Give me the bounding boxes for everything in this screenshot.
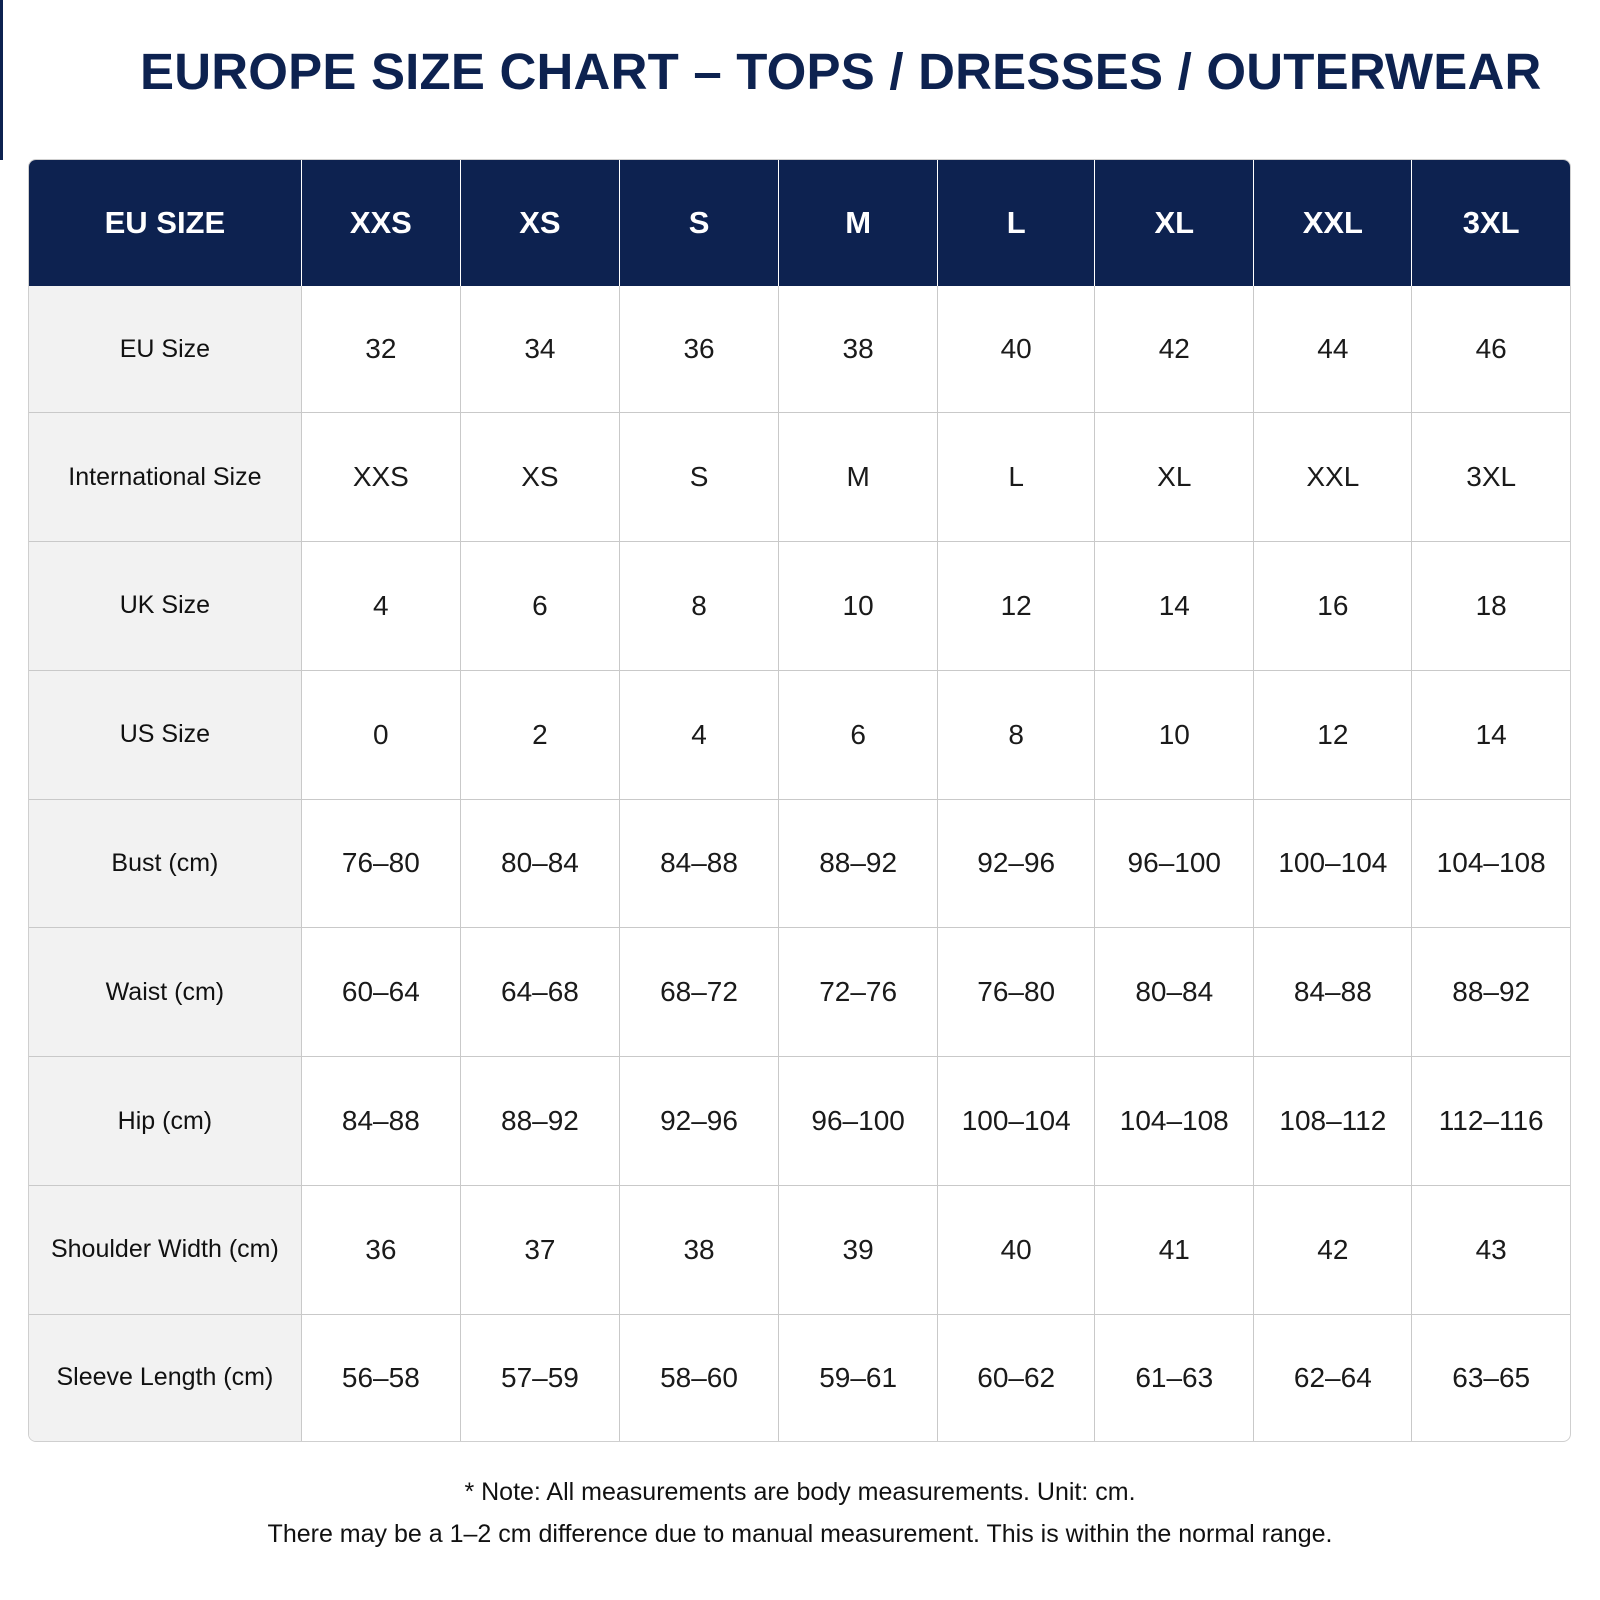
table-cell: 104–108 — [1095, 1057, 1254, 1186]
table-cell: 84–88 — [301, 1057, 460, 1186]
row-label: Hip (cm) — [29, 1057, 301, 1186]
table-cell: 42 — [1254, 1185, 1412, 1314]
table-cell: 76–80 — [938, 928, 1095, 1057]
row-label: UK Size — [29, 542, 301, 671]
table-cell: 84–88 — [619, 799, 778, 928]
table-cell: 38 — [779, 286, 938, 413]
table-cell: 14 — [1095, 542, 1254, 671]
table-cell: 76–80 — [301, 799, 460, 928]
table-cell: 64–68 — [460, 928, 619, 1057]
table-cell: 56–58 — [301, 1314, 460, 1441]
table-cell: M — [779, 413, 938, 542]
table-cell: 12 — [938, 542, 1095, 671]
table-cell: S — [619, 413, 778, 542]
header-size-s: S — [619, 160, 778, 286]
header-eu-size: EU SIZE — [29, 160, 301, 286]
table-cell: 59–61 — [779, 1314, 938, 1441]
table-row — [29, 1314, 1570, 1441]
table-cell: 3XL — [1412, 413, 1570, 542]
header-size-m: M — [779, 160, 938, 286]
note-line-2: There may be a 1–2 cm difference due to manual measurement. This is within the normal range. — [267, 1520, 1333, 1548]
table-cell: 68–72 — [619, 928, 778, 1057]
header-size-xxs: XXS — [301, 160, 460, 286]
table-row — [29, 1057, 1570, 1186]
row-label: EU Size — [29, 286, 301, 413]
table-row — [29, 928, 1570, 1057]
row-label: Shoulder Width (cm) — [29, 1185, 301, 1314]
table-cell: 6 — [779, 670, 938, 799]
size-table-container — [28, 159, 1571, 1442]
table-cell: 63–65 — [1452, 1361, 1531, 1393]
table-cell: 88–92 — [460, 1057, 619, 1186]
table-cell: 12 — [1254, 670, 1412, 799]
table-cell: 32 — [301, 286, 460, 413]
header-row — [29, 160, 1570, 286]
table-cell: XXL — [1254, 413, 1412, 542]
table-cell: 88–92 — [779, 799, 938, 928]
table-row — [29, 1185, 1570, 1314]
table-cell: 37 — [460, 1185, 619, 1314]
table-cell: 10 — [1095, 670, 1254, 799]
table-cell: 36 — [301, 1185, 460, 1314]
table-cell: 72–76 — [779, 928, 938, 1057]
table-cell: 112–116 — [1412, 1057, 1570, 1186]
table-cell: 10 — [779, 542, 938, 671]
table-cell: 62–64 — [1254, 1314, 1412, 1441]
row-label: Bust (cm) — [29, 799, 301, 928]
table-cell: 42 — [1095, 286, 1254, 413]
row-label: Waist (cm) — [29, 928, 301, 1057]
table-cell: 92–96 — [938, 799, 1095, 928]
table-cell: 80–84 — [1095, 928, 1254, 1057]
table-cell: 6 — [460, 542, 619, 671]
table-cell: 61–63 — [1095, 1314, 1254, 1441]
table-cell: 14 — [1412, 670, 1570, 799]
table-cell: 88–92 — [1412, 928, 1570, 1057]
table-cell: XXS — [301, 413, 460, 542]
row-label: US Size — [29, 670, 301, 799]
row-label: International Size — [29, 413, 301, 542]
table-header — [29, 160, 1570, 286]
row-label: Sleeve Length (cm) — [29, 1314, 301, 1441]
table-cell: 60–62 — [938, 1314, 1095, 1441]
table-cell: XL — [1095, 413, 1254, 542]
table-cell: 96–100 — [779, 1057, 938, 1186]
size-table — [29, 160, 1570, 1441]
table-cell: 4 — [301, 542, 460, 671]
table-cell: 41 — [1095, 1185, 1254, 1314]
table-cell: 8 — [938, 670, 1095, 799]
table-cell: 58–60 — [619, 1314, 778, 1441]
table-row — [29, 413, 1570, 542]
header-size-xs: XS — [460, 160, 619, 286]
table-cell: 18 — [1412, 542, 1570, 671]
table-row — [29, 542, 1570, 671]
table-row — [29, 286, 1570, 413]
header-size-xxl: XXL — [1254, 160, 1412, 286]
header-size-l: L — [938, 160, 1095, 286]
header-size-xl: XL — [1095, 160, 1254, 286]
table-cell: 40 — [938, 1185, 1095, 1314]
note-line-1: * Note: All measurements are body measurements. Unit: cm. — [464, 1478, 1136, 1506]
table-cell: 36 — [619, 286, 778, 413]
table-cell: 84–88 — [1254, 928, 1412, 1057]
table-cell: 39 — [779, 1185, 938, 1314]
table-cell: 8 — [619, 542, 778, 671]
table-row — [29, 670, 1570, 799]
table-cell: 92–96 — [619, 1057, 778, 1186]
table-cell: 38 — [619, 1185, 778, 1314]
table-cell: L — [938, 413, 1095, 542]
table-body — [29, 286, 1570, 1441]
table-cell: 96–100 — [1095, 799, 1254, 928]
table-cell: 43 — [1412, 1185, 1570, 1314]
table-row — [29, 799, 1570, 928]
table-cell: 4 — [619, 670, 778, 799]
table-cell: 40 — [938, 286, 1095, 413]
table-cell: 57–59 — [460, 1314, 619, 1441]
header-size-3xl: 3XL — [1412, 160, 1570, 286]
table-cell: 60–64 — [301, 928, 460, 1057]
table-cell: 0 — [301, 670, 460, 799]
table-cell: 80–84 — [460, 799, 619, 928]
table-cell: 100–104 — [938, 1057, 1095, 1186]
table-cell: 104–108 — [1412, 799, 1570, 928]
table-cell: 2 — [460, 670, 619, 799]
table-cell: 44 — [1254, 286, 1412, 413]
page-title: EUROPE SIZE CHART – TOPS / DRESSES / OUTERWEAR — [140, 43, 1542, 100]
table-cell: 16 — [1254, 542, 1412, 671]
table-cell: 46 — [1412, 286, 1570, 413]
table-cell: XS — [460, 413, 619, 542]
table-cell: 34 — [460, 286, 619, 413]
table-cell: 100–104 — [1254, 799, 1412, 928]
table-cell: 108–112 — [1254, 1057, 1412, 1186]
